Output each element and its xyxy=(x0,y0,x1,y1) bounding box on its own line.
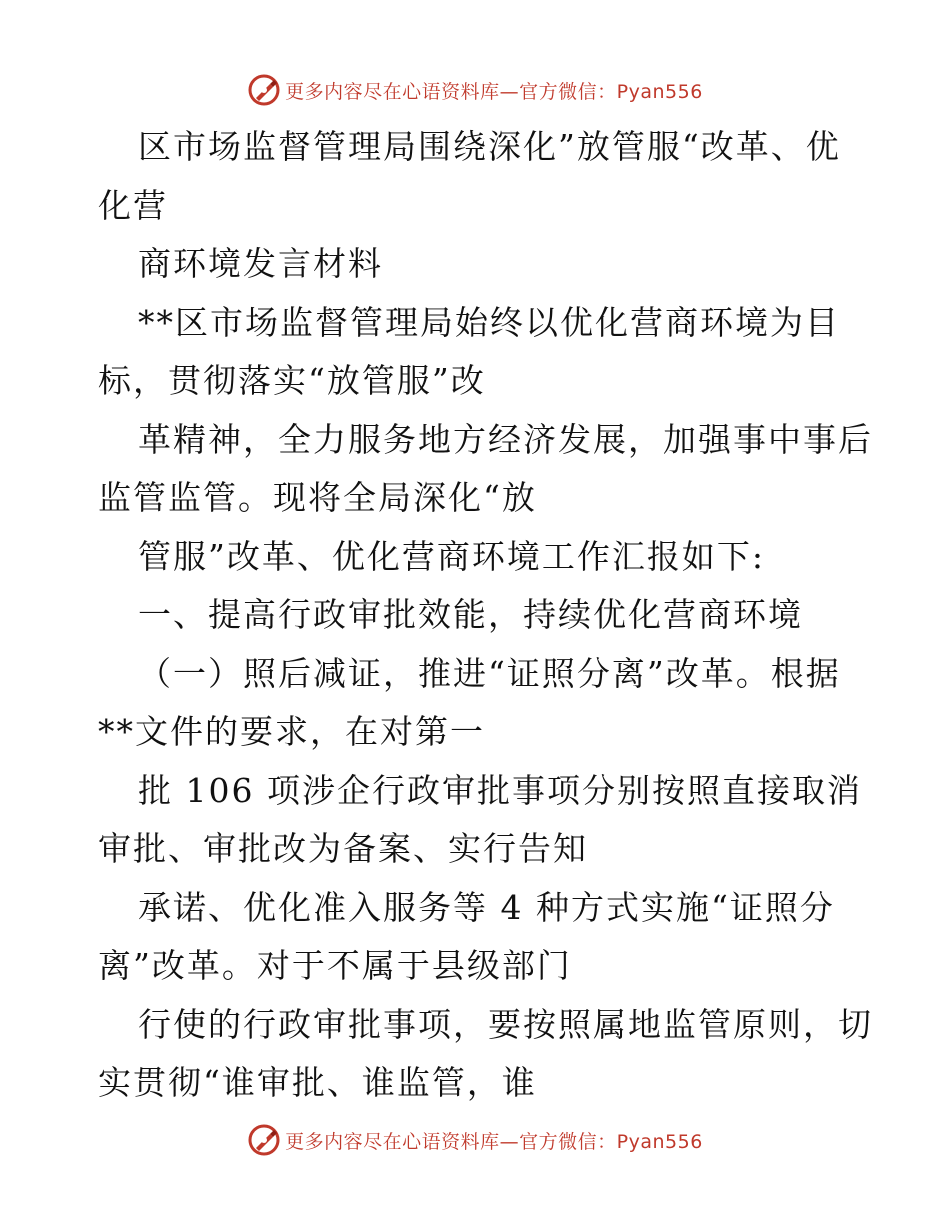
text-line: 区市场监督管理局围绕深化”放管服“改革、优 xyxy=(138,127,841,166)
text-line: 一、提高行政审批效能，持续优化营商环境 xyxy=(138,595,803,634)
text-line: **区市场监督管理局始终以优化营商环境为目 xyxy=(138,302,840,342)
text-line: 离”改革。对于不属于县级部门 xyxy=(98,946,572,985)
pen-logo-icon xyxy=(247,73,281,107)
text-line: 管服”改革、优化营商环境工作汇报如下: xyxy=(138,536,765,576)
document-body xyxy=(98,118,873,1113)
header-watermark-banner xyxy=(0,70,950,110)
text-line: 审批、审批改为备案、实行告知 xyxy=(98,829,588,868)
pen-logo-icon xyxy=(247,1123,281,1157)
text-line: （一）照后减证，推进“证照分离”改革。根据 xyxy=(138,653,841,693)
text-line: 标，贯彻落实“放管服”改 xyxy=(98,361,486,400)
text-line: 革精神，全力服务地方经济发展，加强事中事后 xyxy=(138,419,873,459)
text-line: 化营 xyxy=(98,185,168,225)
text-line: 行使的行政审批事项，要按照属地监管原则，切 xyxy=(138,1004,873,1044)
footer-watermark-banner xyxy=(0,1120,950,1160)
text-line: 批 106 项涉企行政审批事项分别按照直接取消 xyxy=(138,770,862,810)
text-line: 监管监管。现将全局深化“放 xyxy=(98,478,537,517)
watermark-text: 更多内容尽在心语资料库—官方微信：Pyan556 xyxy=(285,1130,703,1153)
text-line: 承诺、优化准入服务等 4 种方式实施“证照分 xyxy=(138,887,835,927)
text-line: 商环境发言材料 xyxy=(138,244,383,283)
text-line: **文件的要求，在对第一 xyxy=(98,712,485,751)
watermark-text: 更多内容尽在心语资料库—官方微信：Pyan556 xyxy=(285,80,703,103)
text-line: 实贯彻“谁审批、谁监管，谁 xyxy=(98,1063,537,1102)
